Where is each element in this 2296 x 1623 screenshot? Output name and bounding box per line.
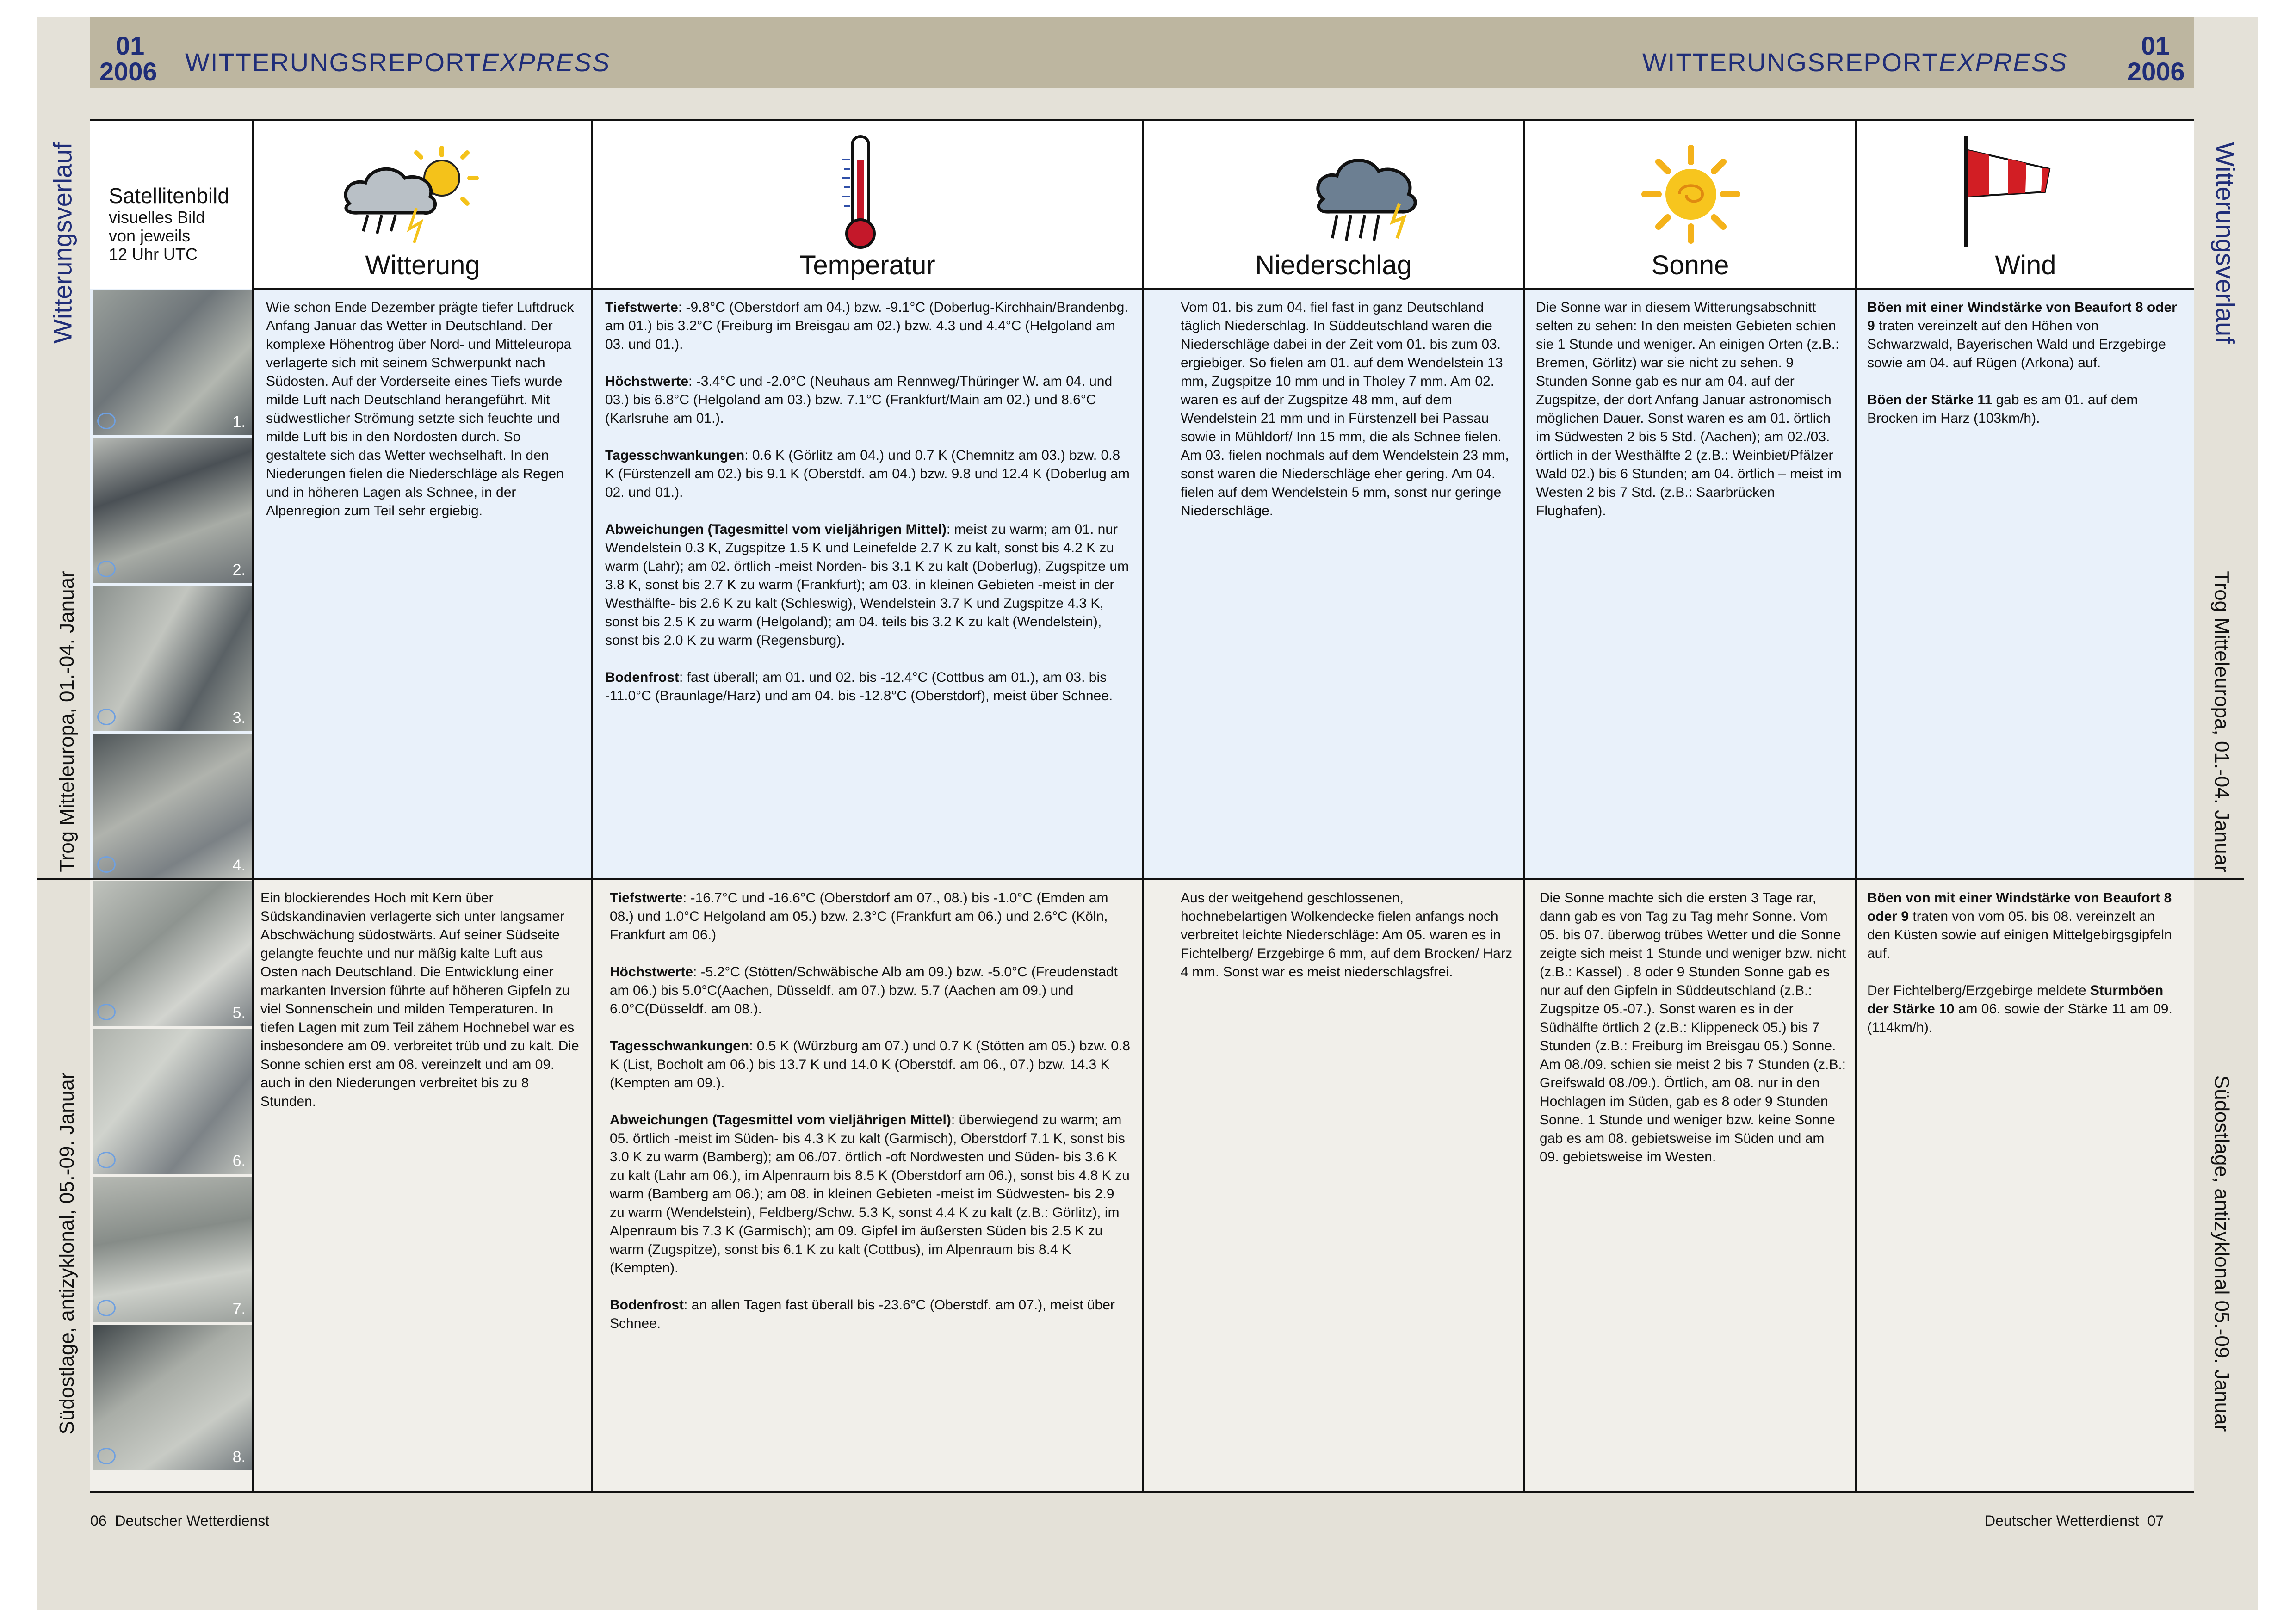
column-header-temperatur: Temperatur (799, 250, 935, 280)
satellite-image-4: 4. (93, 734, 252, 878)
row1-niederschlag-text: Vom 01. bis zum 04. fiel fast in ganz Deutschland täglich Niederschlag. In Süddeutschland waren die Niederschläge dabei in der Zeit vom 01. bis zum 03. ergiebiger. So fielen am 01. auf dem Wendelstein 13 mm, Zugspitze 10 mm und in Tholey 7 mm. Am 02. waren es auf der Zugspitze 48 mm, auf dem Wendelstein 21 mm und in Fürstenzell bei Passau sowie in Mühldorf/ Inn 15 mm, die als Schnee fielen. Am 03. fielen nochmals auf dem Wendelstein 23 mm, sonst waren die Niederschläge eher gering. Am 04. fielen auf dem Wendelstein 5 mm, sonst nur geringe Niederschläge. (1181, 300, 1509, 518)
side-heading-right: Witterungsverlauf (2210, 142, 2240, 344)
satellite-image-6: 6. (93, 1029, 252, 1174)
period-divider-rule (37, 878, 2244, 880)
rain-cloud-lightning-icon (1309, 139, 1430, 250)
row2-wind-text: Böen von mit einer Windstärke von Beaufort 8 oder 9 traten von vom 05. bis 08. vereinzelt an den Küsten sowie auf einigen Mittelgebirgsgipfeln auf. Der Fichtelberg/Erzgebirge meldete Sturmböen der Stärke 10 am 06. sowie der Stärke 11 am 09. (114km/h). (1867, 890, 2172, 1035)
row2-witterung-text: Ein blockierendes Hoch mit Kern über Südskandinavien verlagerte sich unter langsamer Abschwächung südostwärts. Auf seiner Südseite gelangte feuchte und nur mäßig kalte Luft aus Osten nach Deutschland. Die Entwicklung einer markanten Inversion führte auf höheren Gipfeln zu viel Sonnenschein und milden Temperaturen. In tiefen Lagen mit zum Teil zähem Hochnebel war es insbesondere am 09. verbreitet trüb und zu kalt. Die Sonne schien erst am 08. vereinzelt und am 09. auch in den Niederungen verbreitet bis zu 8 Stunden. (260, 890, 579, 1109)
dwd-logo-icon (97, 1004, 116, 1020)
row2-sonne-text: Die Sonne machte sich die ersten 3 Tage rar, dann gab es von Tag zu Tag mehr Sonne. Vom 05. bis 07. überwog trübes Wetter und die Sonne zeigte sich meist 1 Stunde und weniger bzw. nicht (z.B.: Kassel) . 8 oder 9 Stunden Sonne gab es nur auf den Gipfeln in Süddeutschland (z.B.: Zugspitze 05.-07.). Sonst waren es in der Südhälfte örtlich 2 (z.B.: Klippeneck 05.) bis 7 Stunden (z.B.: Freiburg im Breisgau 05.) Sonne. Am 08./09. schien sie meist 2 bis 7 Stunden (z.B.: Greifswald 08./09.). Örtlich, am 08. nur in den Hochlagen im Süden, gab es 8 oder 9 Stunden Sonne. 1 Stunde und weniger bzw. keine Sonne gab es am 08. gebietsweise im Süden und am 09. gebietsweise im Westen. (1540, 890, 1846, 1165)
col-rule-4 (1523, 119, 1525, 1493)
satellite-caption: visuelles Bild von jeweils 12 Uhr UTC (109, 208, 205, 264)
column-header-wind: Wind (1995, 250, 2056, 280)
column-header-sonne: Sonne (1651, 250, 1729, 280)
period1-label-right: Trog Mitteleuropa, 01.-04. Januar (2210, 571, 2233, 872)
side-heading-left: Witterungsverlauf (48, 142, 77, 344)
row1-sonne-text: Die Sonne war in diesem Witterungsabschnitt selten zu sehen: In den meisten Gebieten schien sie 1 Stunde und weniger. An einigen Orten (z.B.: Bremen, Görlitz) war sie nicht zu sehen. 9 Stunden Sonne gab es nur am 04. auf der Zugspitze, der dort Anfang Januar astronomisch möglichen Dauer. Sonst waren es am 01. örtlich im Südwesten 2 bis 5 Std. (Aachen); am 02./03. örtlich in der Westhälfte 2 (z.B.: Weinbiet/Pfälzer Wald 02.) bis 6 Stunden; am 04. örtlich – meist im Westen 2 bis 7 Std. (z.B.: Saarbrücken Flughafen). (1536, 300, 1842, 518)
satellite-image-5: 5. (93, 881, 252, 1026)
footer-right: Deutscher Wetterdienst 07 (1985, 1512, 2164, 1529)
footer-left: 06 Deutscher Wetterdienst (90, 1512, 270, 1529)
report-title-left: WITTERUNGSREPORTEXPRESS (185, 48, 611, 77)
dwd-logo-icon (97, 709, 116, 725)
issue-year-right: 2006 (2127, 57, 2185, 86)
satellite-image-1: 1. (93, 290, 252, 435)
cloud-sun-lightning-icon (335, 139, 493, 250)
issue-number-left: 01 (116, 31, 145, 60)
column-header-witterung: Witterung (365, 250, 480, 280)
row1-temperatur-text: Tiefstwerte: -9.8°C (Oberstdorf am 04.) bzw. -9.1°C (Doberlug-Kirchhain/Brandenbg. am 01.) bis 3.2°C (Freiburg im Breisgau am 02.) bzw. 4.3 und 4.4°C (Helgoland am 03. und 01.). Höchstwerte: -3.4°C und -2.0°C (Neuhaus am Rennweg/Thüringer W. am 04. und 03.) bis 6.8°C (Helgoland am 03.) bzw. 7.1°C (Frankfurt/Main am 02.) und 8.6°C (Karlsruhe am 01.). Tagesschwankungen: 0.6 K (Görlitz am 04.) und 0.7 K (Chemnitz am 03.) bzw. 0.8 K (Fürstenzell am 02.) bis 9.1 K (Oberstdf. am 04.) bzw. 9.8 und 12.4 K (Doberlug am 02. und 01.). Abweichungen (Tagesmittel vom vieljährigen Mittel): meist zu warm; am 01. nur Wendelstein 0.3 K, Zugspitze 1.5 K und Leinefelde 2.7 K zu kalt, sonst bis 4.2 K zu warm (Lahr); am 02. örtlich -meist Norden- bis 3.1 K zu kalt (Doberlug), Zugspitze um 3.8 K, sonst bis 2.7 K zu warm (Frankfurt); am 03. in kleinen Gebieten -meist in der Westhälfte- bis 2.6 K zu kalt (Schleswig), Wendelstein 3.7 K und Zugspitze 4.3 K, sonst bis 2.5 K zu warm (Helgoland); am 04. teils bis 3.2 K zu kalt (Wendelstein), sonst bis 2.0 K zu warm (Regensburg). Bodenfrost: fast überall; am 01. und 02. bis -12.4°C (Cottbus am 01.), am 03. bis -11.0°C (Braunlage/Harz) und am 04. bis -12.8°C (Oberstdorf), meist über Schnee. (605, 300, 1130, 704)
col-rule-3 (1142, 119, 1144, 1493)
dwd-logo-icon (97, 856, 116, 873)
satellite-title: Satellitenbild (109, 184, 229, 208)
windsock-icon (1957, 132, 2063, 252)
column-header-niederschlag: Niederschlag (1255, 250, 1412, 280)
thermometer-icon (833, 132, 888, 252)
dwd-logo-icon (97, 413, 116, 429)
satellite-image-8: 8. (93, 1325, 252, 1470)
row2-temperatur-text: Tiefstwerte: -16.7°C und -16.6°C (Oberstdorf am 07., 08.) bis -1.0°C (Emden am 08.) und 1.0°C Helgoland am 05.) bzw. 2.3°C (Frankfurt am 06.) und 2.6°C (Köln, Frankfurt am 06.) Höchstwerte: -5.2°C (Stötten/Schwäbische Alb am 09.) bzw. -5.0°C (Freudenstadt am 06.) bis 5.0°C(Aachen, Düsseldf. am 07.) bzw. 5.7 (Aachen am 09.) und 6.0°C(Düsseldf. am 08.). Tagesschwankungen: 0.5 K (Würzburg am 07.) und 0.7 K (Stötten am 05.) bzw. 0.8 K (List, Bocholt am 06.) bis 13.7 K und 14.0 K (Oberstdf. am 06., 07.) bzw. 14.3 K (Kempten am 09.). Abweichungen (Tagesmittel vom vieljährigen Mittel): überwiegend zu warm; am 05. örtlich -meist im Süden- bis 4.3 K zu kalt (Garmisch), Oberstdorf 7.1 K, sonst bis 3.0 K zu warm (Bamberg); am 06./07. örtlich -oft Nordwesten und Süden- bis 3.6 K zu kalt (Lahr am 06.), im Alpenraum bis 8.5 K (Oberstdorf am 06.), sonst bis 4.8 K zu warm (Bamberg am 06.); am 08. in kleinen Gebieten -meist im Südwesten- bis 2.9 zu warm (Wendelstein), Feldberg/Schw. 5.3 K, sonst 4.4 K zu kalt (z.B.: Görlitz), im Alpenraum bis 7.3 K (Garmisch); am 09. Gipfel im äußersten Süden bis 2.5 K zu warm (Zugspitze), sonst bis 6.1 K zu kalt (Cottbus), im Alpenraum bis 8.4 K (Kempten). Bodenfrost: an allen Tagen fast überall bis -23.6°C (Oberstdf. am 07.), meist über Schnee. (610, 890, 1130, 1331)
issue-number-right: 01 (2141, 31, 2170, 60)
row1-wind-text: Böen mit einer Windstärke von Beaufort 8 oder 9 traten vereinzelt auf den Höhen von Schwarzwald, Bayerischen Wald und Erzgebirge sowie am 04. auf Rügen (Arkona) auf. Böen der Stärke 11 gab es am 01. auf dem Brocken im Harz (103km/h). (1867, 300, 2177, 426)
satellite-image-2: 2. (93, 438, 252, 583)
dwd-logo-icon (97, 1448, 116, 1464)
dwd-logo-icon (97, 1300, 116, 1316)
period1-label-left: Trog Mitteleuropa, 01.-04. Januar (56, 571, 78, 872)
period2-label-left: Südostlage, antizyklonal, 05.-09. Januar (56, 1072, 78, 1435)
col-rule-2 (591, 119, 593, 1493)
col-rule-5 (1855, 119, 1857, 1493)
dwd-logo-icon (97, 561, 116, 577)
row2-niederschlag-text: Aus der weitgehend geschlossenen, hochnebelartigen Wolkendecke fielen anfangs noch verbreitet leichte Niederschläge: Am 05. waren es in Fichtelberg/ Erzgebirge 6 mm, auf dem Brocken/ Harz 4 mm. Sonst war es meist niederschlagsfrei. (1181, 890, 1512, 980)
period2-label-right: Südostlage, antizyklonal 05.-09. Januar (2210, 1075, 2233, 1432)
satellite-image-7: 7. (93, 1177, 252, 1322)
col-rule-1 (252, 119, 254, 1493)
report-title-right: WITTERUNGSREPORTEXPRESS (1642, 48, 2068, 77)
row1-witterung-text: Wie schon Ende Dezember prägte tiefer Luftdruck Anfang Januar das Wetter in Deutschland. Der komplexe Höhentrog über Nord- und Mitteleuropa verlagerte sich mit seinem Schwerpunkt nach Südosten. Auf der Vorderseite eines Tiefs wurde milde Luft nach Deutschland herangeführt. Mit südwestlicher Strömung setzte sich feuchte und milde Luft bis in den Nordosten durch. So gestaltete sich das Wetter wechselhaft. In den Niederungen fielen die Niederschläge als Regen und in höheren Lagen als Schnee, in der Alpenregion zum Teil sehr ergiebig. (266, 300, 574, 518)
sun-icon (1640, 143, 1742, 245)
dwd-logo-icon (97, 1152, 116, 1168)
issue-year-left: 2006 (99, 57, 157, 86)
satellite-image-3: 3. (93, 586, 252, 731)
header-bottom-rule (252, 288, 2194, 290)
